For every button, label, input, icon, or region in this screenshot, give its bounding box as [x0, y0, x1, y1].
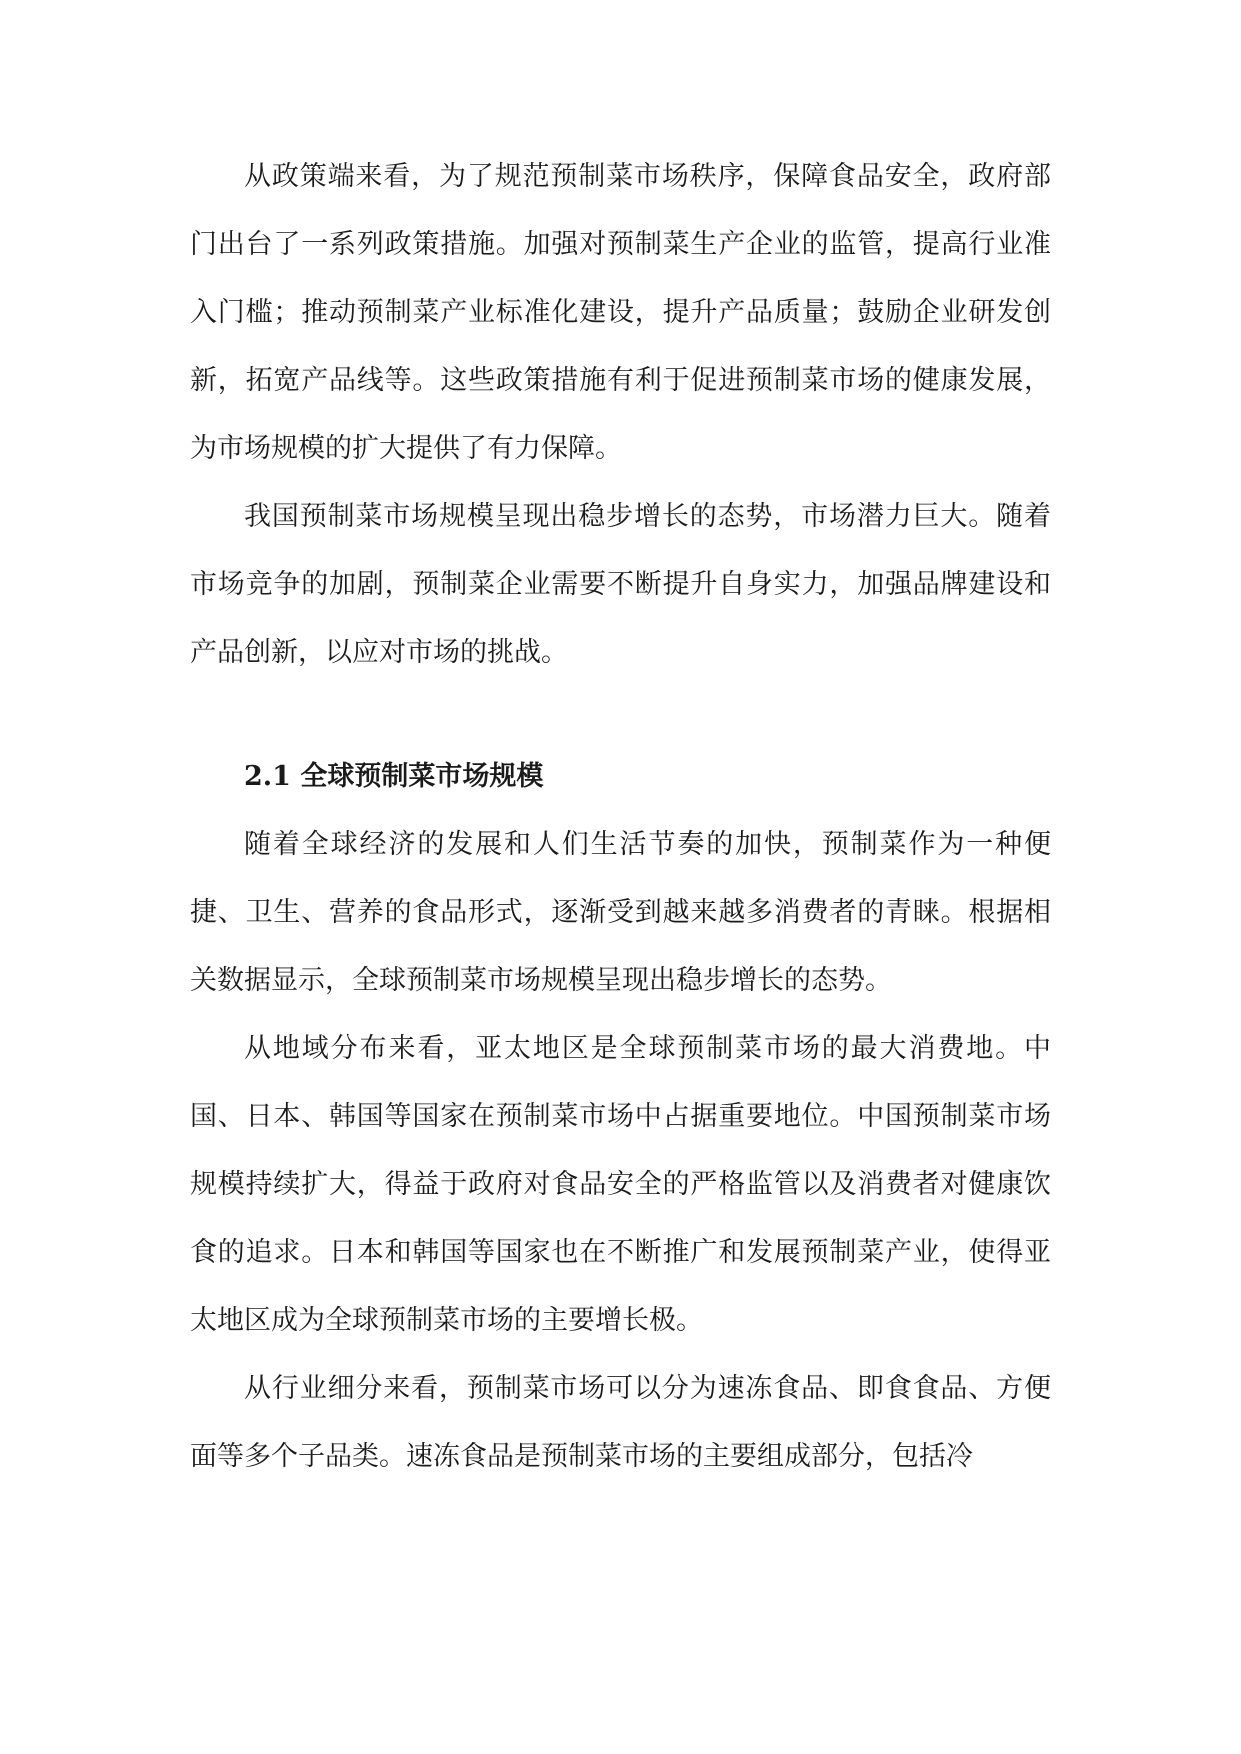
paragraph-industry-segments: 从行业细分来看，预制菜市场可以分为速冻食品、即食食品、方便面等多个子品类。速冻食品是预制菜市场的主要组成部分，包括冷: [190, 1373, 1051, 1472]
paragraph-policy: 从政策端来看，为了规范预制菜市场秩序，保障食品安全，政府部门出台了一系列政策措施。加强对预制菜生产企业的监管，提高行业准入门槛；推动预制菜产业标准化建设，提升产品质量；鼓励企业研发创新，拓宽产品线等。这些政策措施有利于促进预制菜市场的健康发展，为市场规模的扩大提供了有力保障。: [190, 161, 1051, 464]
paragraph-global-growth: 随着全球经济的发展和人们生活节奏的加快，预制菜作为一种便捷、卫生、营养的食品形式，逐渐受到越来越多消费者的青睐。根据相关数据显示，全球预制菜市场规模呈现出稳步增长的态势。: [190, 829, 1051, 996]
paragraph-regional-distribution: 从地域分布来看，亚太地区是全球预制菜市场的最大消费地。中国、日本、韩国等国家在预制菜市场中占据重要地位。中国预制菜市场规模持续扩大，得益于政府对食品安全的严格监管以及消费者对健康饮食的追求。日本和韩国等国家也在不断推广和发展预制菜产业，使得亚太地区成为全球预制菜市场的主要增长极。: [190, 1033, 1051, 1336]
paragraph-domestic-market: 我国预制菜市场规模呈现出稳步增长的态势，市场潜力巨大。随着市场竞争的加剧，预制菜企业需要不断提升自身实力，加强品牌建设和产品创新，以应对市场的挑战。: [190, 501, 1051, 668]
section-heading: 2.1 全球预制菜市场规模: [244, 761, 544, 792]
